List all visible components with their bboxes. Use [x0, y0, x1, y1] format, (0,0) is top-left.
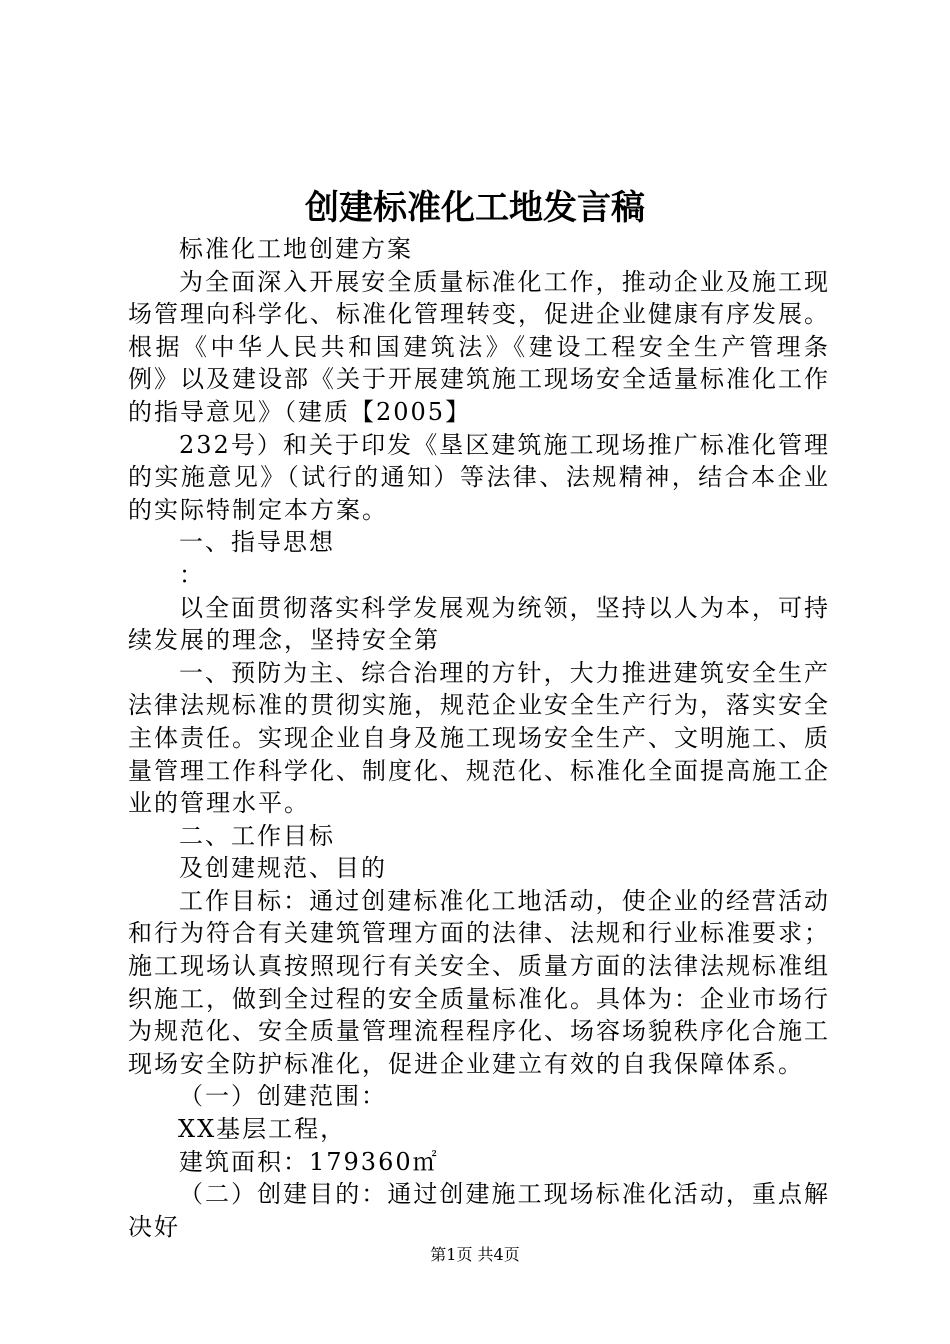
- section-heading-work-goals: 二、工作目标: [179, 821, 335, 850]
- paragraph-intro: 为全面深入开展安全质量标准化工作，推动企业及施工现场管理向科学化、标准化管理转变，促进企业健康有序发展。根据《中华人民共和国建筑法》《建设工程安全生产管理条例》以及建设部《关于开展建筑施工现场安全适量标准化工作的指导意见》（建质【2005】: [128, 267, 830, 426]
- paragraph-building-area: 建筑面积：179360㎡: [179, 1147, 439, 1176]
- paragraph-work-goals: 工作目标：通过创建标准化工地活动，使企业的经营活动和行为符合有关建筑管理方面的法律、法规和行业标准要求；施工现场认真按照现行有关安全、质量方面的法律法规标准组织施工，做到全过程的安全质量标准化。具体为：企业市场行为规范化、安全质量管理流程程序化、场容场貌秩序化合施工现场安全防护标准化，促进企业建立有效的自我保障体系。: [128, 886, 830, 1078]
- paragraph-project-name: XX基层工程，: [178, 1115, 347, 1144]
- paragraph-intro-continued: 232号）和关于印发《垦区建筑施工现场推广标准化管理的实施意见》（试行的通知）等法律、法规精神，结合本企业的实际特制定本方案。: [128, 430, 830, 524]
- paragraph-guiding-ideology-continued: 一、预防为主、综合治理的方针，大力推进建筑安全生产法律法规标准的贯彻实施，规范企业安全生产行为，落实安全主体责任。实现企业自身及施工现场安全生产、文明施工、质量管理工作科学化、制度化、规范化、标准化全面提高施工企业的管理水平。: [128, 658, 830, 818]
- paragraph-purpose: （二）创建目的：通过创建施工现场标准化活动，重点解决好: [128, 1180, 830, 1241]
- document-title: 创建标准化工地发言稿: [305, 188, 645, 228]
- section-heading-guiding-ideology: 一、指导思想: [179, 528, 335, 557]
- paragraph-colon: ：: [179, 560, 205, 589]
- document-body: [128, 233, 830, 1243]
- subsection-heading-scope: （一）创建范围：: [179, 1082, 387, 1111]
- page-footer: 第1页 共4页: [430, 1245, 520, 1264]
- paragraph-scope-purpose-heading: 及创建规范、目的: [179, 854, 387, 883]
- paragraph-guiding-ideology: 以全面贯彻落实科学发展观为统领，坚持以人为本，可持续发展的理念，坚持安全第: [128, 593, 830, 655]
- paragraph-plan-heading: 标准化工地创建方案: [179, 235, 413, 263]
